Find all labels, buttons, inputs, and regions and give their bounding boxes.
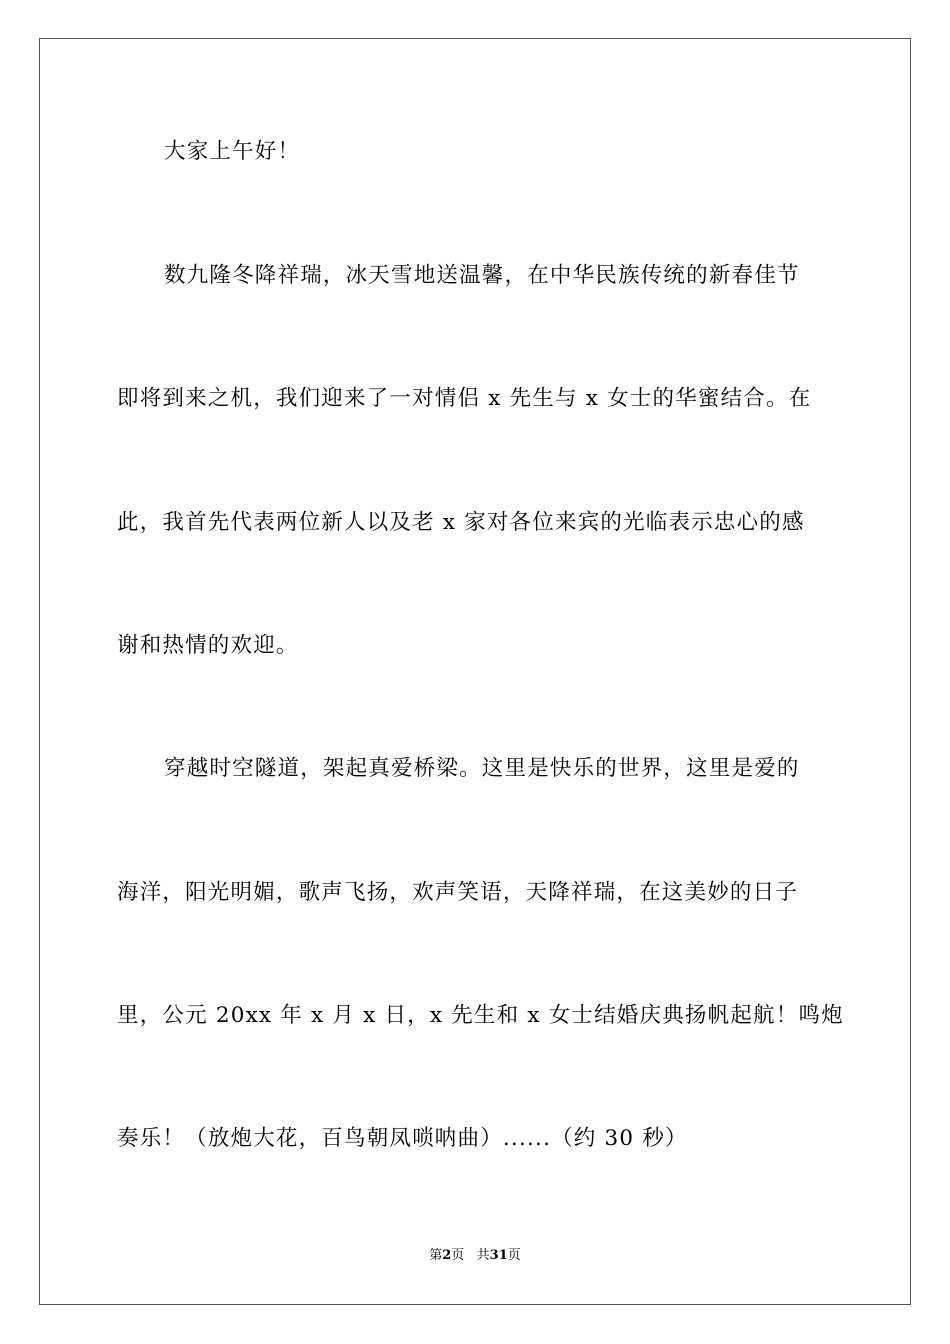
page-suffix: 页 [507, 1248, 521, 1263]
paragraph-1-line-3: 此，我首先代表两位新人以及老 x 家对各位来宾的光临表示忠心的感 [117, 510, 805, 535]
page-border [39, 38, 911, 1305]
page-current: 2 [442, 1248, 452, 1263]
paragraph-2-line-2: 海洋，阳光明媚，歌声飞扬，欢声笑语，天降祥瑞，在这美妙的日子 [117, 880, 799, 905]
paragraph-2-line-3: 里，公元 20xx 年 x 月 x 日，x 先生和 x 女士结婚庆典扬帆起航！鸣炮 [117, 1003, 844, 1028]
paragraph-1-line-2: 即将到来之机，我们迎来了一对情侣 x 先生与 x 女士的华蜜结合。在 [117, 386, 812, 411]
paragraph-1-line-1: 数九隆冬降祥瑞，冰天雪地送温馨，在中华民族传统的新春佳节 [164, 263, 800, 288]
page-number-footer [0, 1246, 950, 1266]
greeting-line: 大家上午好！ [164, 139, 301, 164]
paragraph-2-line-1: 穿越时空隧道，架起真爱桥梁。这里是快乐的世界，这里是爱的 [164, 756, 800, 781]
page-total: 31 [489, 1248, 508, 1263]
page-prefix: 第 [429, 1248, 443, 1263]
page-mid: 页 共 [451, 1248, 490, 1263]
paragraph-1-line-4: 谢和热情的欢迎。 [117, 633, 299, 658]
paragraph-2-line-4: 奏乐！（放炮大花，百鸟朝凤唢呐曲）......（约 30 秒） [117, 1126, 688, 1151]
